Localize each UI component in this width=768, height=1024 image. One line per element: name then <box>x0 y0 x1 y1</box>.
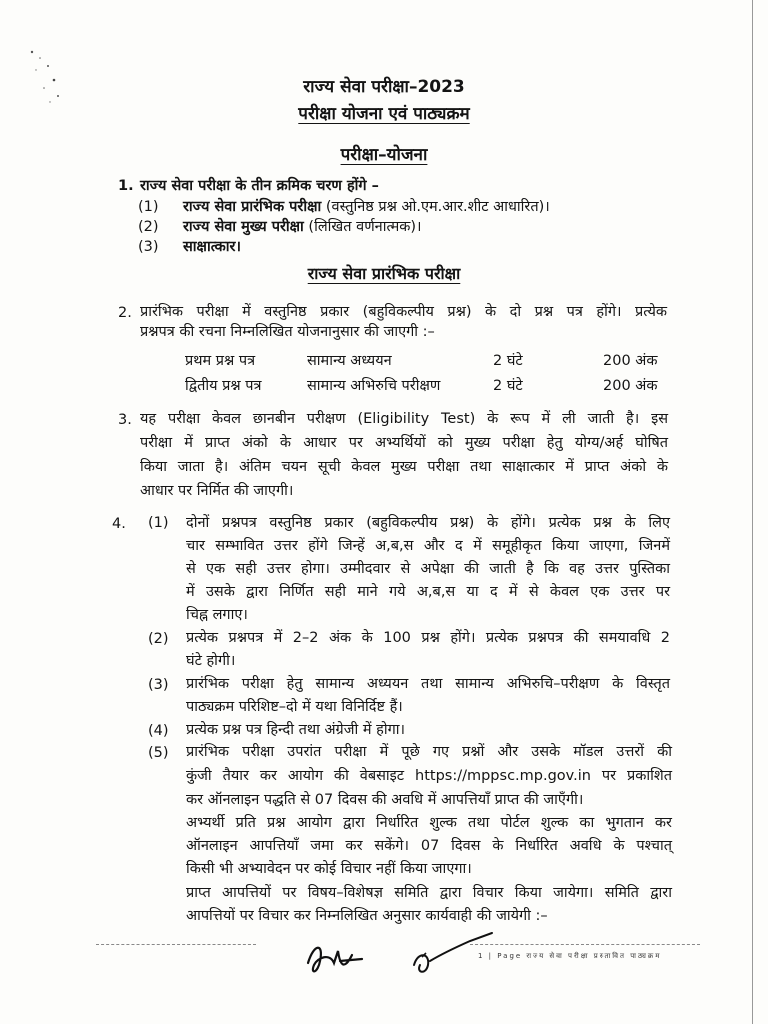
table-cell-duration: 2 घंटे <box>493 353 523 369</box>
point-4-item-line: कुंजी तैयार कर आयोग की वेबसाइट https://mppsc.mp.gov.in पर प्रकाशित <box>186 768 672 784</box>
table-cell-duration: 2 घंटे <box>493 378 523 394</box>
point-4-item-number: (1) <box>148 515 169 531</box>
table-cell-marks: 200 अंक <box>603 378 658 394</box>
point-4-item-line: चिह्न लगाए। <box>186 607 248 623</box>
section-title-exam-scheme: परीक्षा–योजना <box>340 145 428 165</box>
point-4-number: 4. <box>112 516 126 532</box>
table-cell-marks: 200 अंक <box>603 353 658 369</box>
point-1-item-number: (2) <box>138 219 159 235</box>
table-cell-paper: प्रथम प्रश्न पत्र <box>185 353 256 369</box>
footer-rule <box>96 944 256 945</box>
point-3-line: किया जाता है। अंतिम चयन सूची केवल मुख्य परीक्षा तथा साक्षात्कार में प्राप्त अंको के <box>140 459 668 475</box>
doc-subtitle: परीक्षा योजना एवं पाठ्यक्रम <box>298 104 470 124</box>
point-3-line: आधार पर निर्मित की जाएगी। <box>140 483 294 499</box>
point-4-item-line: से एक सही उत्तर होगा। उम्मीदवार से अपेक्षा की जाती है कि वह उत्तर पुस्तिका <box>186 561 670 577</box>
point-4-item-number: (5) <box>148 745 169 761</box>
point-2-number: 2. <box>118 305 132 321</box>
point-4-item-number: (2) <box>148 631 169 647</box>
point-4-item-line: में उसके द्वारा निर्णित सही माने गये अ,ब,स या द में से केवल एक उत्तर पर <box>186 584 670 600</box>
point-4-item-line: प्रत्येक प्रश्नपत्र में 2–2 अंक के 100 प्रश्न होंगे। प्रत्येक प्रश्नपत्र की समयावधि 2 <box>186 630 670 646</box>
doc-title: राज्य सेवा परीक्षा–2023 <box>303 77 465 97</box>
scan-edge-line <box>752 0 753 1024</box>
point-4-item-line: प्राप्त आपत्तियों पर विषय–विशेषज्ञ समिति द्वारा विचार किया जायेगा। समिति द्वारा <box>186 885 672 901</box>
point-4-item-line: पाठ्यक्रम परिशिष्ट–दो में यथा विनिर्दिष्ट हैं। <box>186 699 403 715</box>
point-2-line: प्रारंभिक परीक्षा में वस्तुनिष्ठ प्रकार (बहुविकल्पीय प्रश्न) के दो प्रश्न पत्र होंगे। प्रत्येक <box>140 304 667 320</box>
footer-rule <box>470 944 700 945</box>
point-3-line: परीक्षा में प्राप्त अंको के आधार पर अभ्यर्थियों को मुख्य परीक्षा हेतु योग्य/अर्ह घोषित <box>140 435 668 451</box>
point-3-number: 3. <box>118 412 132 428</box>
table-cell-subject: सामान्य अध्ययन <box>307 353 392 369</box>
point-1-number: 1. <box>118 178 134 194</box>
point-4-item-line: कर ऑनलाइन पद्धति से 07 दिवस की अवधि में आपत्तियाँ प्राप्त की जाएँगी। <box>186 792 584 808</box>
point-4-item-line: प्रत्येक प्रश्न पत्र हिन्दी तथा अंग्रेजी में होगा। <box>186 722 405 738</box>
point-1-text: राज्य सेवा परीक्षा के तीन क्रमिक चरण होंगे – <box>140 178 379 194</box>
point-4-item-line: ऑनलाइन आपत्तियाँ जमा कर सकेंगे। 07 दिवस के निर्धारित अवधि के पश्चात् <box>186 838 672 854</box>
point-4-item-line: आपत्तियों पर विचार कर निम्नलिखित अनुसार कार्यवाही की जायेगी :– <box>186 908 548 924</box>
handwritten-initials <box>300 935 370 985</box>
section-heading-prelim: राज्य सेवा प्रारंभिक परीक्षा <box>307 264 461 283</box>
point-4-item-line: प्रारंभिक परीक्षा हेतु सामान्य अध्ययन तथा सामान्य अभिरुचि–परीक्षण के विस्तृत <box>186 676 670 692</box>
table-cell-paper: द्वितीय प्रश्न पत्र <box>185 378 262 394</box>
point-4-item-line: किसी भी अभ्यावेदन पर कोई विचार नहीं किया जाएगा। <box>186 861 472 877</box>
point-2-line: प्रश्नपत्र की रचना निम्नलिखित योजनानुसार की जाएगी :– <box>140 324 435 340</box>
point-3-line: यह परीक्षा केवल छानबीन परीक्षण (Eligibility Test) के रूप में ली जाती है। इस <box>140 411 668 427</box>
point-1-item-number: (3) <box>138 239 159 255</box>
point-4-item-number: (4) <box>148 723 169 739</box>
point-4-item-line: दोनों प्रश्नपत्र वस्तुनिष्ठ प्रकार (बहुविकल्पीय प्रश्न) के होंगे। प्रत्येक प्रश्न के लिए <box>186 515 670 531</box>
point-4-item-line: अभ्यर्थी प्रति प्रश्न आयोग द्वारा निर्धारित शुल्क तथा पोर्टल शुल्क का भुगतान कर <box>186 815 672 831</box>
point-1-item-number: (1) <box>138 199 159 215</box>
point-4-item-number: (3) <box>148 677 169 693</box>
point-1-item: राज्य सेवा प्रारंभिक परीक्षा (वस्तुनिष्ठ प्रश्न ओ.एम.आर.शीट आधारित)। <box>183 199 550 215</box>
footer-page-label: 1 | Page राज्य सेवा परीक्षा प्रस्तावित पाठ्यक्रम <box>478 952 662 960</box>
table-cell-subject: सामान्य अभिरुचि परीक्षण <box>307 378 441 394</box>
point-4-item-line: चार सम्भावित उत्तर होंगे जिन्हें अ,ब,स और द में समूहीकृत किया जाएगा, जिनमें <box>186 538 670 554</box>
point-4-item-line: प्रारंभिक परीक्षा उपरांत परीक्षा में पूछे गए प्रश्नों और उसके मॉडल उत्तरों की <box>186 744 672 760</box>
point-4-item-line: घंटे होगी। <box>186 653 236 669</box>
point-1-item: साक्षात्कार। <box>183 239 241 255</box>
point-1-item: राज्य सेवा मुख्य परीक्षा (लिखित वर्णनात्मक)। <box>183 219 422 235</box>
